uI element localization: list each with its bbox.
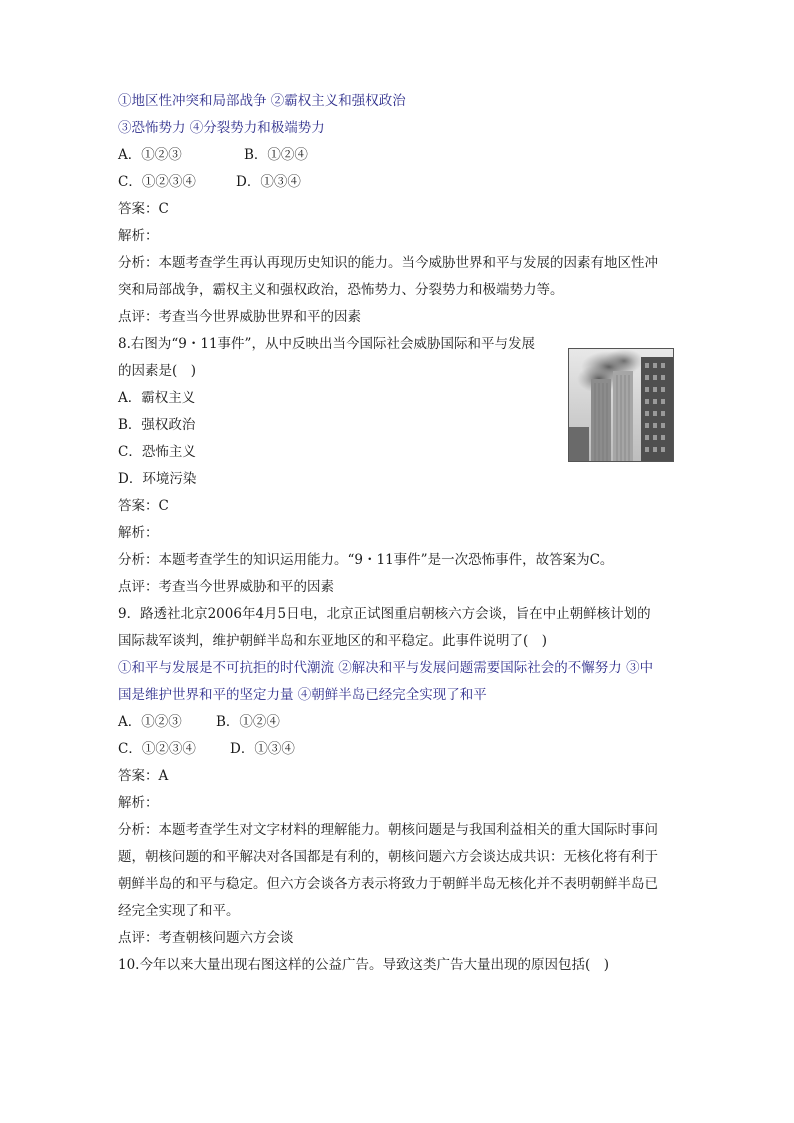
- q7-choices-ab: [118, 142, 678, 169]
- q8-choice-d: D．环境污染: [118, 471, 197, 487]
- towers-illustration: [569, 349, 673, 461]
- q8-analysis-label: 解析：: [118, 525, 159, 541]
- q8-comment: 点评：考查当今世界威胁和平的因素: [118, 579, 334, 595]
- q9-analysis-line-1: 分析：本题考查学生对文字材料的理解能力。朝核问题是与我国利益相关的重大国际时事问: [118, 822, 658, 838]
- document-page: [118, 88, 678, 979]
- q9-choice-a: A．①②③: [118, 714, 182, 730]
- q7-analysis-line-2: 突和局部战争，霸权主义和强权政治，恐怖势力、分裂势力和极端势力等。: [118, 282, 564, 298]
- q9-comment: 点评：考查朝核问题六方会谈: [118, 930, 294, 946]
- q7-analysis-line-1: 分析：本题考查学生再认再现历史知识的能力。当今威胁世界和平与发展的因素有地区性冲: [118, 255, 658, 271]
- q7-analysis-label: 解析：: [118, 228, 159, 244]
- q9-stem-line-1: 9．路透社北京2006年4月5日电，北京正试图重启朝核六方会谈，旨在中止朝鲜核计划的: [118, 606, 651, 622]
- q7-options-line-2: ③恐怖势力 ④分裂势力和极端势力: [118, 120, 325, 136]
- q8-choice-a: A．霸权主义: [118, 390, 196, 406]
- q7-choice-c: C．①②③④: [118, 174, 196, 190]
- q9-options-line-2: 国是维护世界和平的坚定力量 ④朝鲜半岛已经完全实现了和平: [118, 687, 487, 703]
- q8-stem-line-1: 8.右图为“9・11事件”，从中反映出当今国际社会威胁国际和平与发展: [118, 336, 535, 352]
- q8-analysis-line-1: 分析：本题考查学生的知识运用能力。“9・11事件”是一次恐怖事件，故答案为C。: [118, 552, 614, 568]
- nine-eleven-photo: [568, 348, 674, 462]
- q9-analysis-label: 解析：: [118, 795, 159, 811]
- q9-choices-cd: [118, 736, 678, 763]
- q9-choice-c: C．①②③④: [118, 741, 196, 757]
- q8-choice-c: C．恐怖主义: [118, 444, 196, 460]
- q9-choice-b: B．①②④: [216, 714, 280, 730]
- q7-choice-d: D．①③④: [236, 174, 301, 190]
- q9-options-line-1: ①和平与发展是不可抗拒的时代潮流 ②解决和平与发展问题需要国际社会的不懈努力 ③中: [118, 660, 654, 676]
- q9-choices-ab: [118, 709, 678, 736]
- q9-answer: 答案：A: [118, 768, 169, 784]
- q7-choices-cd: [118, 169, 678, 196]
- q9-stem-line-2: 国际裁军谈判，维护朝鲜半岛和东亚地区的和平稳定。此事件说明了( ): [118, 633, 548, 649]
- q8-choice-b: B．强权政治: [118, 417, 196, 433]
- q9-analysis-line-3: 朝鲜半岛的和平与稳定。但六方会谈各方表示将致力于朝鲜半岛无核化并不表明朝鲜半岛已: [118, 876, 658, 892]
- q8-answer: 答案：C: [118, 498, 169, 514]
- q7-answer: 答案：C: [118, 201, 169, 217]
- q7-comment: 点评：考查当今世界威胁世界和平的因素: [118, 309, 361, 325]
- q7-choice-b: B．①②④: [244, 147, 308, 163]
- q7-options-line-1: ①地区性冲突和局部战争 ②霸权主义和强权政治: [118, 93, 406, 109]
- q10-stem-line-1: 10.今年以来大量出现右图这样的公益广告。导致这类广告大量出现的原因包括( ): [118, 957, 610, 973]
- q7-choice-a: A．①②③: [118, 147, 182, 163]
- q9-choice-d: D．①③④: [230, 741, 295, 757]
- q9-analysis-line-2: 题，朝核问题的和平解决对各国都是有利的，朝核问题六方会谈达成共识：无核化将有利于: [118, 849, 658, 865]
- q8-stem-line-2: 的因素是( ): [118, 363, 197, 379]
- q9-analysis-line-4: 经完全实现了和平。: [118, 903, 240, 919]
